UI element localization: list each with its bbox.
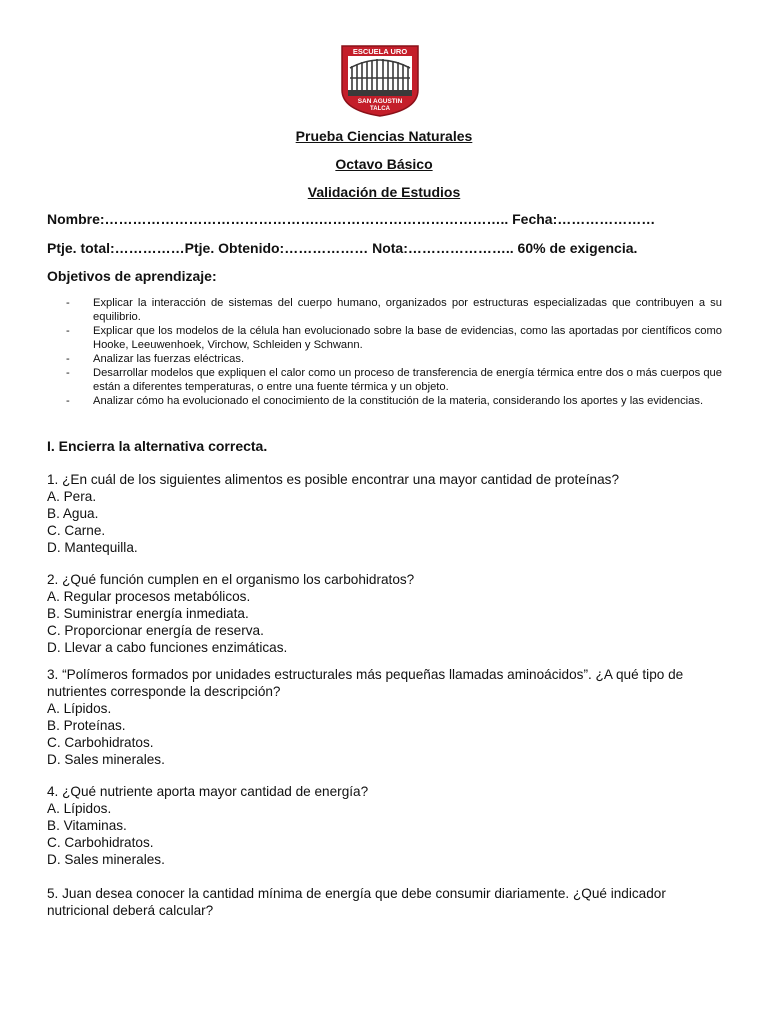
- option-d[interactable]: D. Sales minerales.: [47, 852, 165, 867]
- option-a[interactable]: A. Pera.: [47, 489, 97, 504]
- option-c[interactable]: C. Carne.: [47, 523, 106, 538]
- question-text: 5. Juan desea conocer la cantidad mínima de energía que debe consumir diariamente. ¿Qué indicador nutricional deberá calcular?: [47, 886, 666, 918]
- title-prueba: Prueba Ciencias Naturales: [295, 128, 473, 144]
- option-d[interactable]: D. Llevar a cabo funciones enzimáticas.: [47, 640, 288, 655]
- score-line: Ptje. total:……………Ptje. Obtenido:……………… Nota:………………….. 60% de exigencia.: [47, 240, 638, 256]
- title-validacion: Validación de Estudios: [307, 184, 461, 200]
- option-a[interactable]: A. Regular procesos metabólicos.: [47, 589, 251, 604]
- option-b[interactable]: B. Suministrar energía inmediata.: [47, 606, 249, 621]
- option-a[interactable]: A. Lípidos.: [47, 801, 112, 816]
- objectives-heading: Objetivos de aprendizaje:: [47, 268, 217, 284]
- title-curso: Octavo Básico: [335, 156, 433, 172]
- question-3: [47, 666, 727, 768]
- question-text: 3. “Polímeros formados por unidades estructurales más pequeñas llamadas aminoácidos”. ¿A qué tipo de nutrientes corresponde la descripción?: [47, 667, 684, 699]
- option-d[interactable]: D. Mantequilla.: [47, 540, 138, 555]
- document-titles: [0, 128, 768, 212]
- section-heading: I. Encierra la alternativa correcta.: [47, 438, 268, 454]
- list-dash: -: [66, 395, 70, 407]
- option-b[interactable]: B. Vitaminas.: [47, 818, 127, 833]
- name-date-line: Nombre:……………………………………….………………………………….. Fecha:…………………: [47, 211, 656, 227]
- question-2: [47, 571, 727, 656]
- option-c[interactable]: C. Carbohidratos.: [47, 735, 154, 750]
- question-text: 1. ¿En cuál de los siguientes alimentos es posible encontrar una mayor cantidad de proteínas?: [47, 472, 620, 487]
- objectives-list: [66, 296, 722, 408]
- list-dash: -: [66, 297, 70, 309]
- option-b[interactable]: B. Agua.: [47, 506, 99, 521]
- school-logo: [340, 44, 420, 118]
- option-c[interactable]: C. Proporcionar energía de reserva.: [47, 623, 264, 638]
- logo-top-text: ESCUELA URO: [352, 47, 408, 56]
- list-dash: -: [66, 367, 70, 379]
- question-text: 4. ¿Qué nutriente aporta mayor cantidad de energía?: [47, 784, 369, 799]
- logo-bottom-text-2: TALCA: [370, 106, 390, 112]
- logo-bottom-text-1: SAN AGUSTIN: [357, 98, 403, 105]
- option-a[interactable]: A. Lípidos.: [47, 701, 112, 716]
- objective-item: - Analizar cómo ha evolucionado el conocimiento de la constitución de la materia, considerando los aportes y las evidencias.: [66, 395, 704, 407]
- objective-item: - Explicar que los modelos de la célula han evolucionado sobre la base de evidencias, como las aportadas por científicos como Hooke, Leeuwenhoek, Virchow, Schleiden y Schwann.: [66, 325, 722, 351]
- option-c[interactable]: C. Carbohidratos.: [47, 835, 154, 850]
- option-b[interactable]: B. Proteínas.: [47, 718, 126, 733]
- objective-item: - Desarrollar modelos que expliquen el calor como un proceso de transferencia de energía térmica entre dos o más cuerpos que están a diferentes temperaturas, o entre una fuente térmica y un objeto.: [66, 367, 722, 393]
- question-4: [47, 783, 727, 868]
- question-1: [47, 471, 727, 556]
- option-d[interactable]: D. Sales minerales.: [47, 752, 165, 767]
- question-5: [47, 885, 727, 919]
- list-dash: -: [66, 325, 70, 337]
- objective-item: - Explicar la interacción de sistemas del cuerpo humano, organizados por estructuras especializadas que contribuyen a su equilibrio.: [66, 297, 722, 323]
- objective-item: - Analizar las fuerzas eléctricas.: [66, 353, 245, 365]
- question-text: 2. ¿Qué función cumplen en el organismo los carbohidratos?: [47, 572, 415, 587]
- list-dash: -: [66, 353, 70, 365]
